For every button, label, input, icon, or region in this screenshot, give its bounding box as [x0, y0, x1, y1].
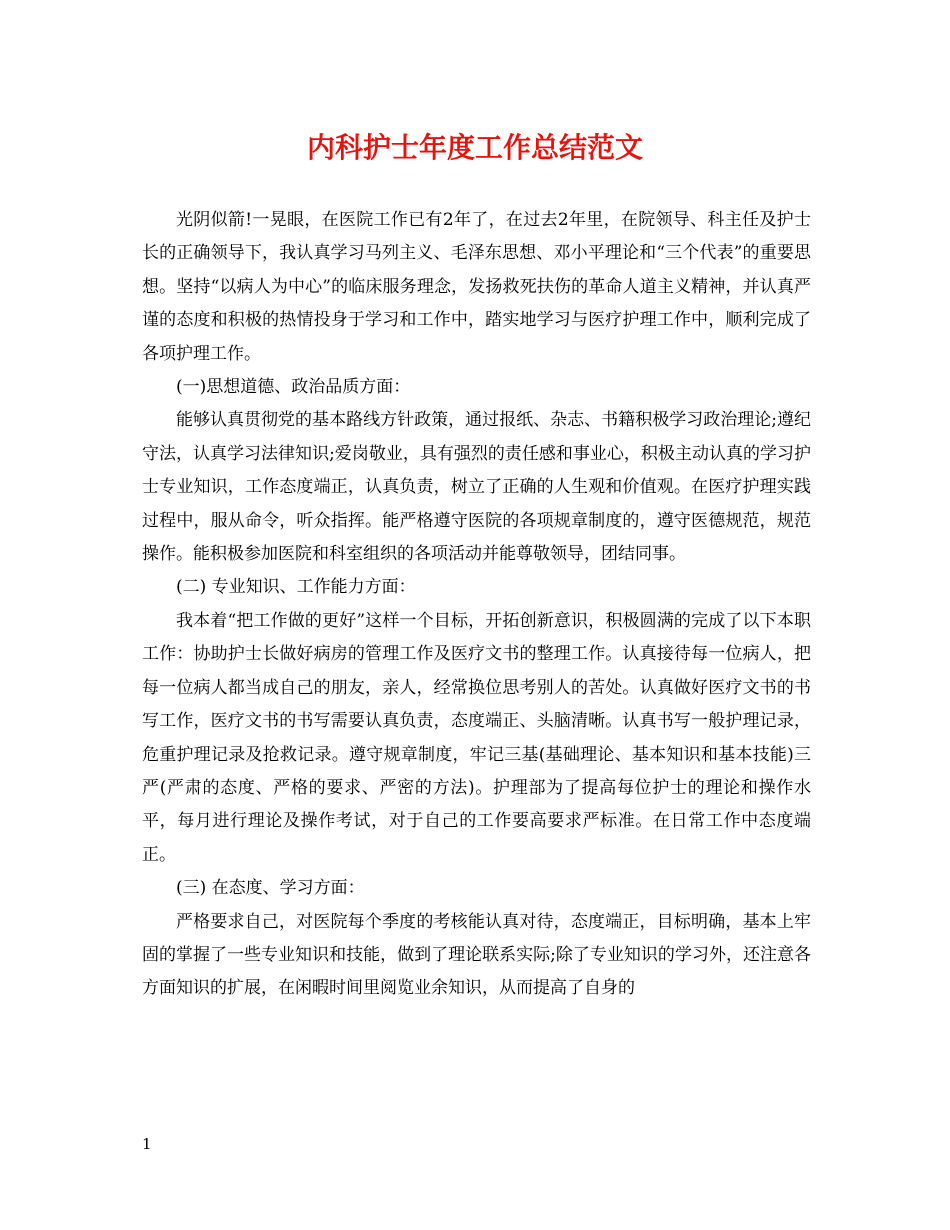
paragraph-intro: 光阴似箭!一晃眼，在医院工作已有2年了，在过去2年里，在院领导、科主任及护士长的正确领导下，我认真学习马列主义、毛泽东思想、邓小平理论和“三个代表”的重要思想。坚持“以病人为中心”的临床服务理念，发扬救死扶伤的革命人道主义精神，并认真严谨的态度和积极的热情投身于学习和工作中，踏实地学习与医疗护理工作中，顺利完成了各项护理工作。 — [142, 210, 811, 364]
document-title: 内科护士年度工作总结范文 — [306, 131, 643, 164]
paragraph-section-1: 能够认真贯彻党的基本路线方针政策，通过报纸、杂志、书籍积极学习政治理论;遵纪守法，认真学习法律知识;爱岗敬业，具有强烈的责任感和事业心，积极主动认真的学习护士专业知识，工作态度端正，认真负责，树立了正确的人生观和价值观。在医疗护理实践过程中，服从命令，听众指挥。能严格遵守医院的各项规章制度的，遵守医德规范，规范操作。能积极参加医院和科室组织的各项活动并能尊敬领导，团结同事。 — [142, 410, 811, 565]
page-number: 1 — [142, 1135, 152, 1153]
section-heading-1: (一)思想道德、政治品质方面： — [176, 377, 411, 398]
paragraph-section-2: 我本着“把工作做的更好”这样一个目标，开拓创新意识，积极圆满的完成了以下本职工作：协助护士长做好病房的管理工作及医疗文书的整理工作。认真接待每一位病人，把每一位病人都当成自己的朋友，亲人，经常换位思考别人的苦处。认真做好医疗文书的书写工作，医疗文书的书写需要认真负责，态度端正、头脑清晰。认真书写一般护理记录，危重护理记录及抢救记录。遵守规章制度，牢记三基(基础理论、基本知识和基本技能)三严(严肃的态度、严格的要求、严密的方法)。护理部为了提高每位护士的理论和操作水平，每月进行理论及操作考试，对于自己的工作要高要求严标准。在日常工作中态度端正。 — [142, 610, 811, 865]
section-heading-2: (二) 专业知识、工作能力方面： — [176, 577, 416, 598]
document-body — [142, 204, 811, 1006]
section-heading-3: (三) 在态度、学习方面： — [176, 878, 365, 899]
paragraph-section-3: 严格要求自己，对医院每个季度的考核能认真对待，态度端正，目标明确，基本上牢固的掌握了一些专业知识和技能，做到了理论联系实际;除了专业知识的学习外，还注意各方面知识的扩展，在闲暇时间里阅览业余知识，从而提高了自身的 — [142, 911, 811, 999]
